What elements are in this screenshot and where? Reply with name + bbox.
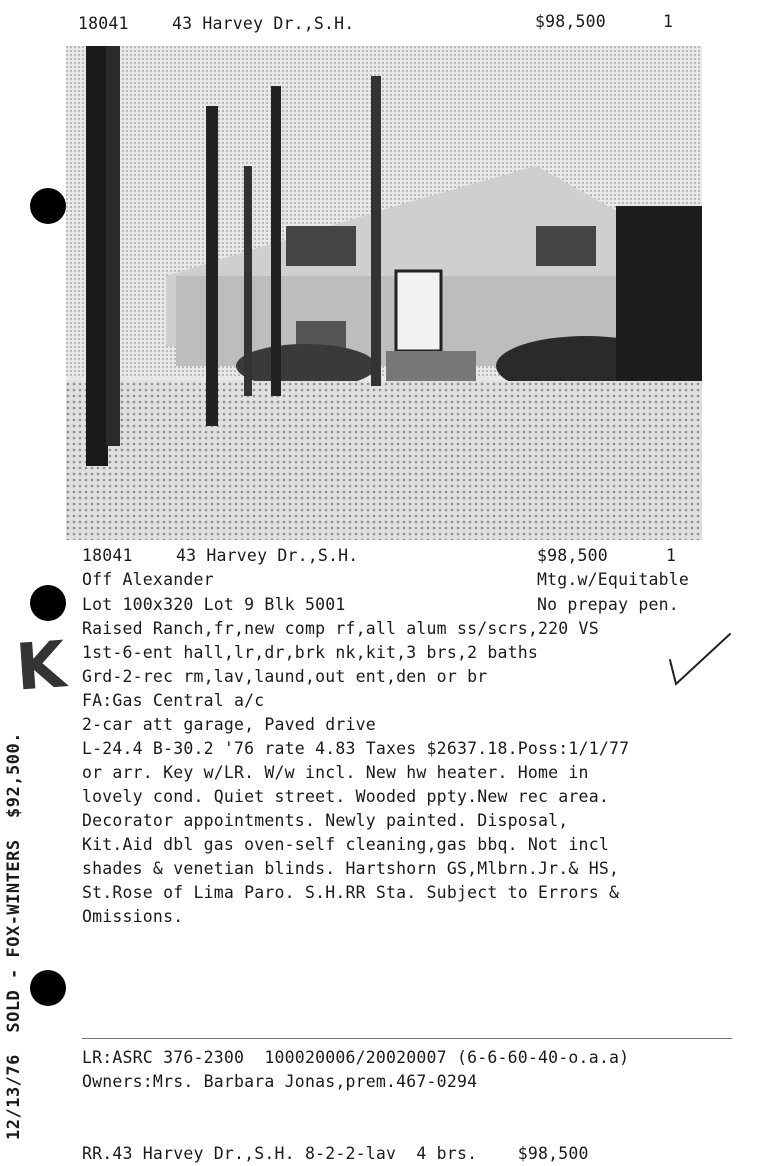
house-photo [66,46,702,540]
description-line: St.Rose of Lima Paro. S.H.RR Sta. Subject to Errors & [82,883,620,902]
listing-mortgage: Mtg.w/Equitable [537,570,690,589]
listing-page: 1 [666,546,677,565]
divider [82,1038,732,1039]
description-line: lovely cond. Quiet street. Wooded ppty.New rec area. [82,787,609,806]
listing-prepay: No prepay pen. [537,595,679,614]
description-line: L-24.4 B-30.2 '76 rate 4.83 Taxes $2637.18.Poss:1/1/77 [82,739,630,758]
punch-hole-middle [30,585,66,621]
description-line: Raised Ranch,fr,new comp rf,all alum ss/scrs,220 VS [82,619,599,638]
broker-line: LR:ASRC 376-2300 100020006/20020007 (6-6-60-40-o.a.a) [82,1048,630,1067]
sold-stamp: 12/13/76 SOLD - FOX-WINTERS $92,500. [4,732,24,1140]
checkmark-icon [664,630,734,690]
owners-line: Owners:Mrs. Barbara Jonas,prem.467-0294 [82,1072,478,1091]
summary-line: RR.43 Harvey Dr.,S.H. 8-2-2-lav 4 brs. $98,500 [82,1144,589,1163]
description-line: or arr. Key w/LR. W/w incl. New hw heater. Home in [82,763,589,782]
description-line: Kit.Aid dbl gas oven-self cleaning,gas bbq. Not incl [82,835,609,854]
description-line: Grd-2-rec rm,lav,laund,out ent,den or br [82,667,488,686]
header-page: 1 [663,12,674,31]
listing-no: 18041 [82,546,133,565]
description-line: shades & venetian blinds. Hartshorn GS,Mlbrn.Jr.& HS, [82,859,620,878]
header-price: $98,500 [535,12,606,31]
listing-price: $98,500 [537,546,608,565]
description-line: 2-car att garage, Paved drive [82,715,376,734]
header-address: 43 Harvey Dr.,S.H. [172,14,355,33]
punch-hole-top [30,188,66,224]
description-line: Decorator appointments. Newly painted. Disposal, [82,811,569,830]
punch-hole-bottom [30,970,66,1006]
listing-location: Off Alexander [82,570,214,589]
listing-address: 43 Harvey Dr.,S.H. [176,546,359,565]
listing-lot: Lot 100x320 Lot 9 Blk 5001 [82,595,346,614]
description-line: Omissions. [82,907,184,926]
header-listing-no: 18041 [78,14,129,33]
description-line: 1st-6-ent hall,lr,dr,brk nk,kit,3 brs,2 baths [82,643,539,662]
handwritten-k: K [13,628,69,706]
description-line: FA:Gas Central a/c [82,691,265,710]
